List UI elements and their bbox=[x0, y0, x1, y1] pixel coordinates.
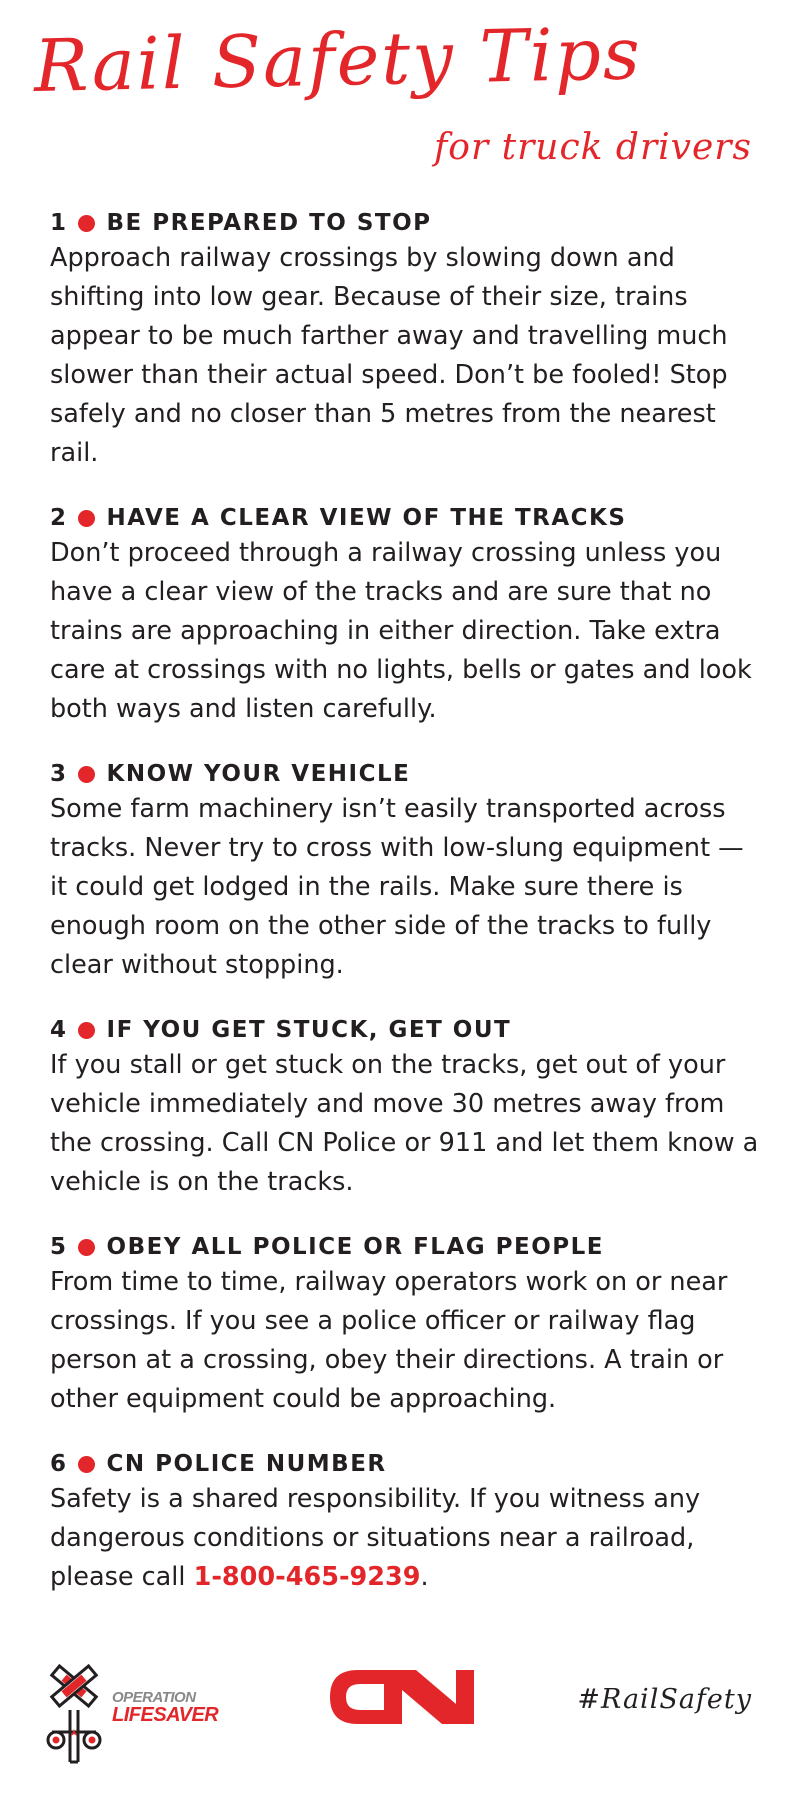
tip-item bbox=[50, 503, 762, 729]
tip-item bbox=[50, 208, 762, 473]
tip-number: 5 bbox=[50, 1234, 68, 1260]
tip-item bbox=[50, 1232, 762, 1419]
tip-heading bbox=[50, 208, 762, 238]
cn-logo bbox=[318, 1662, 488, 1732]
red-bullet-icon bbox=[78, 1239, 95, 1256]
tip-item bbox=[50, 1015, 762, 1202]
red-bullet-icon bbox=[78, 1022, 95, 1039]
tip-body: From time to time, railway operators work on or near crossings. If you see a police officer or railway flag person at a crossing, obey their directions. A train or other equipment could be approaching. bbox=[50, 1267, 728, 1414]
tip-heading bbox=[50, 759, 762, 789]
page-title: Rail Safety Tips bbox=[33, 11, 643, 108]
tip-number: 2 bbox=[50, 505, 68, 531]
rail-safety-hashtag: #RailSafety bbox=[577, 1684, 752, 1715]
tip-item bbox=[50, 759, 762, 985]
railway-crossing-icon bbox=[46, 1650, 116, 1770]
tip-heading bbox=[50, 1449, 762, 1479]
tip-body bbox=[50, 1480, 762, 1597]
tip-heading bbox=[50, 1015, 762, 1045]
tip-number: 3 bbox=[50, 761, 68, 787]
footer bbox=[0, 1650, 800, 1790]
cn-police-phone-number[interactable]: 1-800-465-9239 bbox=[193, 1562, 421, 1592]
tips-list bbox=[50, 208, 762, 1627]
red-bullet-icon bbox=[78, 766, 95, 783]
tip-heading-text: BE PREPARED TO STOP bbox=[106, 210, 432, 236]
red-bullet-icon bbox=[78, 510, 95, 527]
tip-number: 4 bbox=[50, 1017, 68, 1043]
tip-number: 1 bbox=[50, 210, 68, 236]
tip-heading-text: OBEY ALL POLICE OR FLAG PEOPLE bbox=[106, 1234, 604, 1260]
tip-heading-text: IF YOU GET STUCK, GET OUT bbox=[106, 1017, 512, 1043]
tip-body: If you stall or get stuck on the tracks, get out of your vehicle immediately and move 30 metres away from the crossing. Call CN Police or 911 and let them know a vehicle is on the tracks. bbox=[50, 1050, 759, 1197]
red-bullet-icon bbox=[78, 215, 95, 232]
tip-heading-text: HAVE A CLEAR VIEW OF THE TRACKS bbox=[106, 505, 627, 531]
tip-body-end: . bbox=[420, 1562, 429, 1592]
ols-line2: LIFESAVER bbox=[112, 1704, 219, 1726]
page-subtitle: for truck drivers bbox=[433, 127, 752, 168]
tip-number: 6 bbox=[50, 1451, 68, 1477]
operation-lifesaver-wordmark bbox=[112, 1690, 218, 1725]
tip-heading-text: KNOW YOUR VEHICLE bbox=[106, 761, 411, 787]
tip-heading-text: CN POLICE NUMBER bbox=[106, 1451, 387, 1477]
ols-line1: OPERATION bbox=[112, 1689, 196, 1706]
header bbox=[0, 0, 800, 200]
operation-lifesaver-logo bbox=[46, 1650, 219, 1770]
tip-heading bbox=[50, 1232, 762, 1262]
tip-heading bbox=[50, 503, 762, 533]
tip-body: Approach railway crossings by slowing down and shifting into low gear. Because of their size, trains appear to be much farther away and travelling much slower than their actual speed. Don’t be fooled! Stop safely and no closer than 5 metres from the nearest rail. bbox=[50, 243, 728, 468]
tip-body: Some farm machinery isn’t easily transported across tracks. Never try to cross with low-slung equipment — it could get lodged in the rails. Make sure there is enough room on the other side of the tracks to fully clear without stopping. bbox=[50, 794, 744, 980]
red-bullet-icon bbox=[78, 1456, 95, 1473]
tip-body: Don’t proceed through a railway crossing unless you have a clear view of the tracks and are sure that no trains are approaching in either direction. Take extra care at crossings with no lights, bells or gates and look both ways and listen carefully. bbox=[50, 538, 752, 724]
tip-body-text: Safety is a shared responsibility. If you witness any dangerous conditions or situations near a railroad, please call bbox=[50, 1484, 701, 1592]
tip-item bbox=[50, 1449, 762, 1597]
